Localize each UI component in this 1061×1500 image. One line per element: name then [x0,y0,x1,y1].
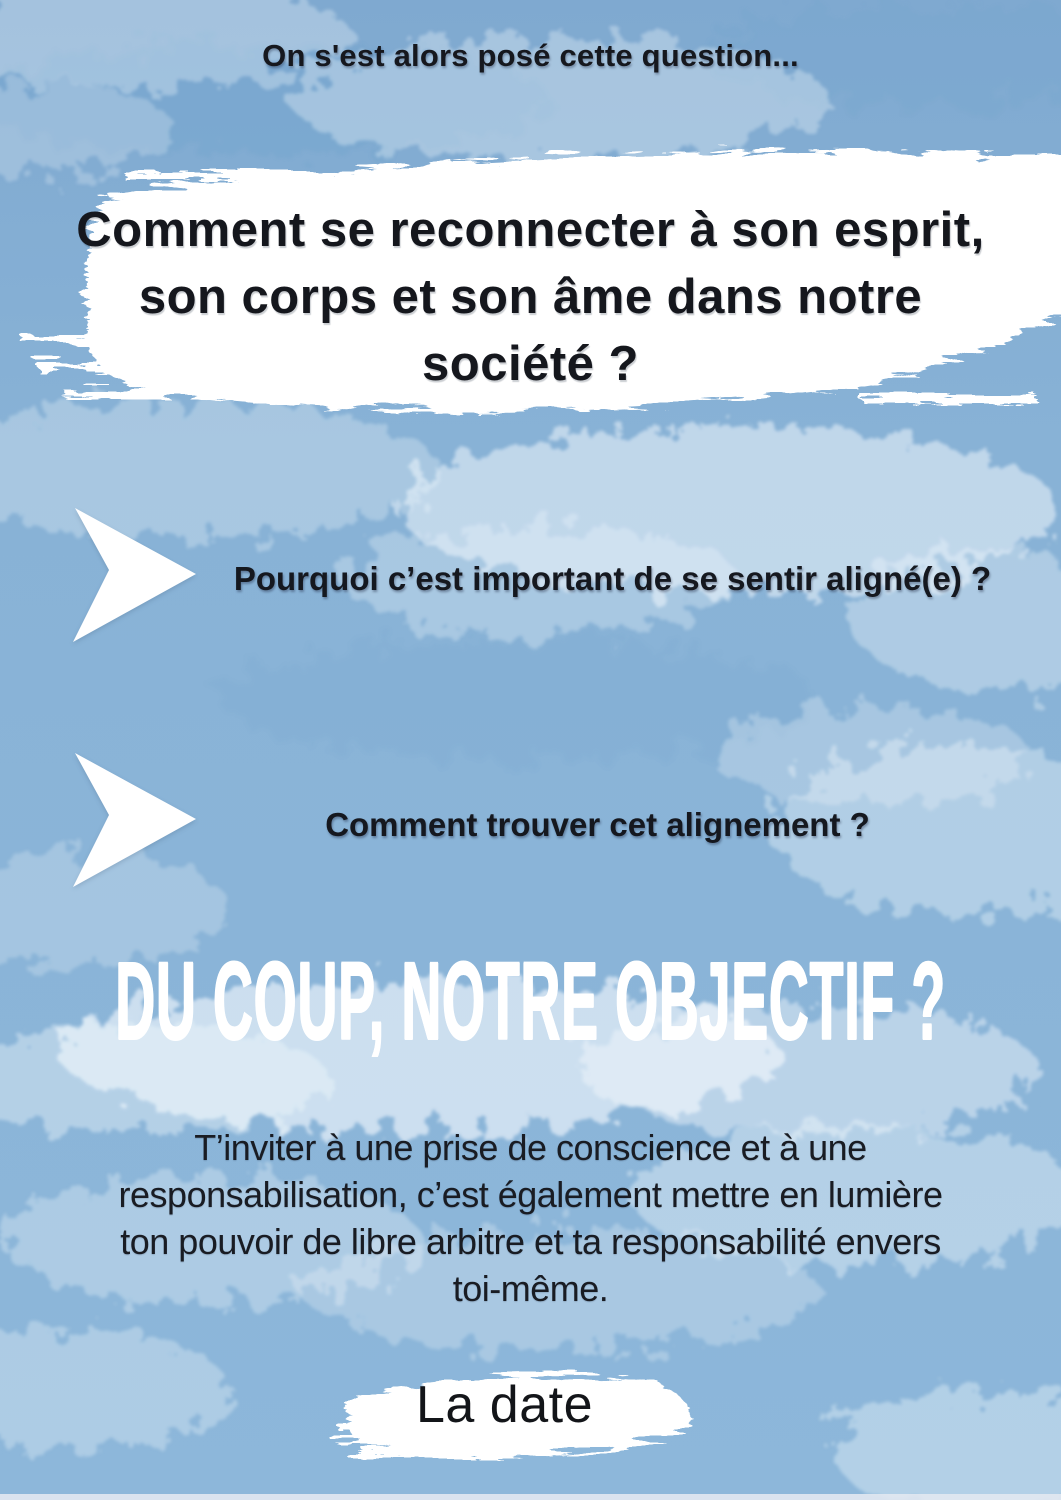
chevron-arrow-icon [73,508,198,643]
question-line: son corps et son âme dans notre [138,270,923,324]
date-label: La date [416,1376,593,1434]
paragraph-line: ton pouvoir de libre arbitre et ta responsabilité envers [120,1221,941,1262]
question-heading [0,197,1061,398]
objective-heading-row [0,940,1061,1063]
intro-text: On s'est alors posé cette question... [262,38,799,73]
paragraph-line: toi-même. [452,1268,609,1309]
objective-paragraph [0,1124,1061,1312]
question-line: société ? [422,337,639,391]
chevron-arrow-icon [73,753,198,888]
bullet-label: Comment trouver cet alignement ? [325,806,870,843]
paragraph-line: T’inviter à une prise de conscience et à une [194,1127,867,1168]
objective-heading: DU COUP, NOTRE OBJECTIF ? [115,940,946,1063]
paragraph-line: responsabilisation, c’est également mettre en lumière [118,1174,943,1215]
bottom-edge-strip [0,1494,1061,1500]
bullet-label: Pourquoi c’est important de se sentir aligné(e) ? [233,560,992,597]
question-line: Comment se reconnecter à son esprit, [76,203,985,257]
